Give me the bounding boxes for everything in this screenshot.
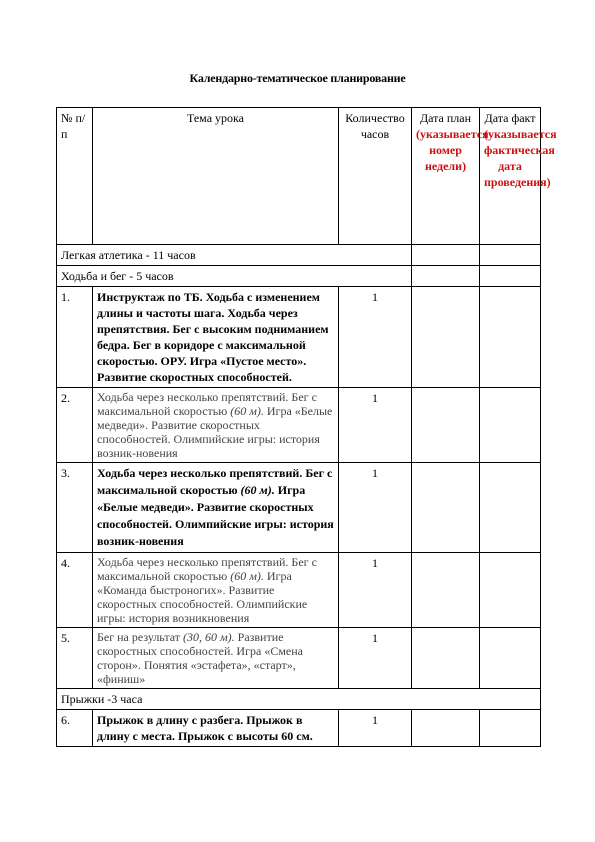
- row-num: 6.: [57, 710, 93, 747]
- row-topic: Прыжок в длину с разбега. Прыжок в длину с места. Прыжок с высоты 60 см.: [93, 710, 339, 747]
- row-fact-date[interactable]: [480, 287, 541, 388]
- header-hours: Количество часов: [339, 108, 412, 245]
- row-hours: 1: [339, 388, 412, 463]
- subsection-plan-cell: [412, 266, 480, 287]
- section-cell: [57, 245, 412, 266]
- subsection-title: Ходьба и бег - 5 часов: [61, 269, 174, 283]
- section-cell: Прыжки -3 часа: [57, 689, 541, 710]
- section-fact-cell: [480, 245, 541, 266]
- row-fact-date[interactable]: [480, 388, 541, 463]
- row-hours: 1: [339, 710, 412, 747]
- subsection-cell: [57, 266, 412, 287]
- row-topic-distance: (60 м).: [230, 404, 264, 418]
- row-topic-part: Игра «Белые медведи». Развитие скоростных способностей. Олимпийские игры: история возник-новения: [97, 404, 333, 460]
- header-plan-label: Дата план: [419, 111, 472, 125]
- table-header-row: [57, 108, 541, 245]
- row-fact-date[interactable]: [480, 463, 541, 553]
- row-topic: [93, 388, 339, 463]
- section-plan-cell: [412, 245, 480, 266]
- section-row: [57, 245, 541, 266]
- row-topic: [93, 463, 339, 553]
- table-row: [57, 710, 541, 747]
- row-topic-part: Бег на результат: [97, 630, 183, 644]
- row-topic: [93, 553, 339, 628]
- row-fact-date[interactable]: [480, 710, 541, 747]
- table-row: [57, 388, 541, 463]
- lesson-plan-table: [56, 107, 557, 747]
- row-num: 2.: [57, 388, 93, 463]
- row-num: 5.: [57, 628, 93, 689]
- section-title: Легкая атлетика - 11 часов: [61, 248, 196, 262]
- row-num: 4.: [57, 553, 93, 628]
- row-hours: 1: [339, 287, 412, 388]
- row-plan-date[interactable]: [412, 463, 480, 553]
- row-hours: 1: [339, 463, 412, 553]
- row-topic-part: Развитие скоростных способностей. Игра «Смена сторон». Понятия «эстафета», «старт», «финиш»: [97, 630, 304, 686]
- row-plan-date[interactable]: [412, 710, 480, 747]
- header-topic: Тема урока: [93, 108, 339, 245]
- row-fact-date[interactable]: [480, 628, 541, 689]
- header-plan-note: (указывается номер недели): [416, 127, 489, 173]
- row-topic-part: Игра «Команда быстроногих». Развитие скоростных способностей. Олимпийские игры: история возникновения: [97, 569, 308, 625]
- row-topic-part: Ходьба через несколько препятствий. Бег с максимальной скоростью: [97, 555, 317, 583]
- row-topic-part: Игра «Белые медведи». Развитие скоростных способностей. Олимпийские игры: история возник-новения: [97, 483, 334, 548]
- table-row: [57, 628, 541, 689]
- header-num: № п/п: [57, 108, 93, 245]
- row-topic-part: Ходьба через несколько препятствий. Бег с максимальной скоростью: [97, 466, 333, 497]
- row-topic: Инструктаж по ТБ. Ходьба с изменением длины и частоты шага. Ходьба через препятствия. Бег с высоким подниманием бедра. Бег в коридоре с максимальной скоростью. ОРУ. Игра «Пустое место». Развитие скоростных способностей.: [93, 287, 339, 388]
- row-num: 3.: [57, 463, 93, 553]
- row-topic: [93, 628, 339, 689]
- row-plan-date[interactable]: [412, 628, 480, 689]
- header-plan: [412, 108, 489, 245]
- section-row: [57, 689, 541, 710]
- header-fact-note: (указывается фактическая дата проведения): [484, 127, 557, 189]
- page-title: Календарно-тематическое планирование: [189, 71, 406, 85]
- header-fact-label: Дата факт: [484, 111, 536, 125]
- row-hours: 1: [339, 553, 412, 628]
- row-num: 1.: [57, 287, 93, 388]
- row-fact-date[interactable]: [480, 553, 541, 628]
- row-plan-date[interactable]: [412, 287, 480, 388]
- table-row: [57, 463, 541, 553]
- row-topic-distance: (60 м).: [230, 569, 264, 583]
- table-row: [57, 553, 541, 628]
- row-plan-date[interactable]: [412, 553, 480, 628]
- subsection-row: [57, 266, 541, 287]
- row-topic-part: Ходьба через несколько препятствий. Бег с максимальной скоростью: [97, 390, 317, 418]
- row-topic-distance: (60 м).: [240, 483, 275, 497]
- header-fact: [480, 108, 557, 245]
- row-topic-distance: (30, 60 м).: [182, 630, 235, 644]
- row-hours: 1: [339, 628, 412, 689]
- row-plan-date[interactable]: [412, 388, 480, 463]
- subsection-fact-cell: [480, 266, 541, 287]
- table-row: [57, 287, 541, 388]
